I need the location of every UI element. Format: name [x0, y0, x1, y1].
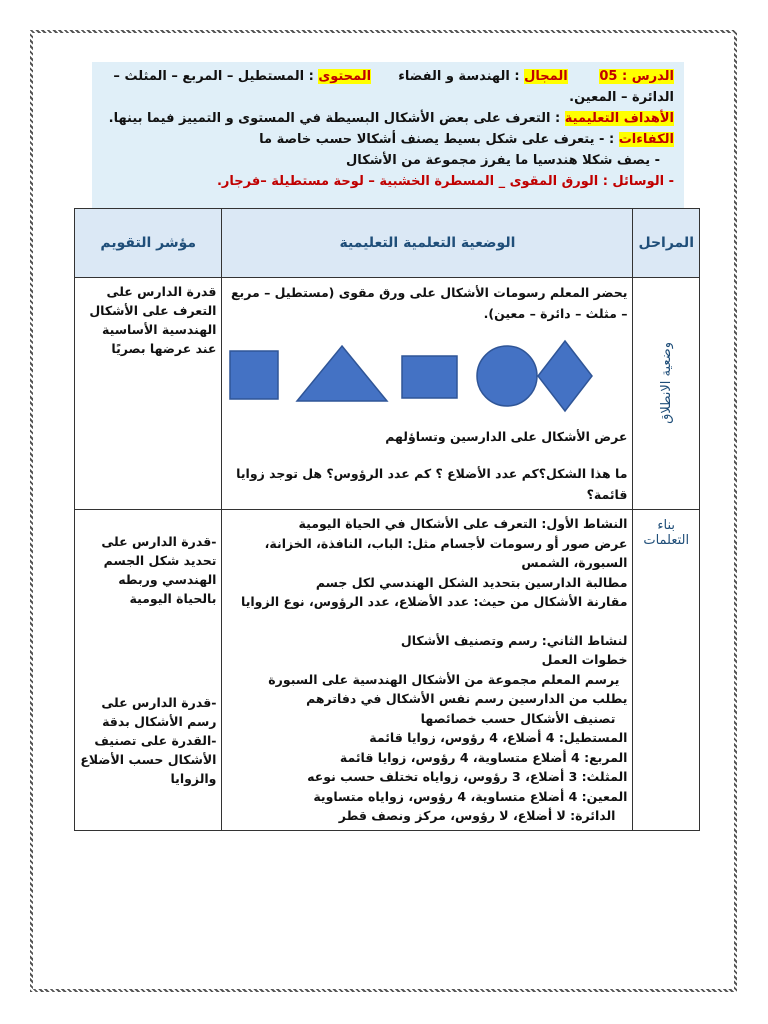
- table-row: [75, 510, 700, 831]
- situation-text-2: عرض الأشكال على الدارسين وتساؤلهم: [385, 429, 628, 444]
- head-situation: الوضعية التعلمية التعليمية: [222, 209, 633, 278]
- rectangle-shape: [402, 356, 457, 398]
- square-shape: [230, 351, 278, 399]
- field-label: المجال: [524, 69, 568, 84]
- situation-cell: [222, 278, 633, 510]
- stage-cell: [633, 510, 700, 831]
- header-line-competencies: [102, 129, 674, 150]
- list-item: لنشاط الثاني: رسم وتصنيف الأشكال: [400, 632, 628, 648]
- spacer: [227, 447, 627, 463]
- competencies-label: الكفاءات: [618, 132, 674, 147]
- content-value: : المستطيل – المربع – المثلث – الدائرة – المعين.: [113, 69, 674, 105]
- list-item: الدائرة: لا أضلاع، لا رؤوس، مركز ونصف قطر: [338, 808, 616, 823]
- triangle-shape: [297, 346, 387, 401]
- eval-text-1: -قدرة الدارس على تحديد شكل الجسم الهندسي وربطه بالحياة اليومية: [101, 534, 217, 606]
- objectives-value: : التعرف على بعض الأشكال البسيطة في المستوى و التمييز فيما بينها.: [108, 111, 561, 126]
- lesson-label: الدرس : 05: [599, 69, 674, 84]
- list-item: المعين: 4 أضلاع متساوية، 4 رؤوس، زواياه متساوية: [313, 788, 628, 804]
- list-item: يطلب من الدارسين رسم نفس الأشكال في دفاترهم: [306, 691, 628, 706]
- objectives-label: الأهداف التعليمية: [564, 111, 674, 126]
- list-item: [227, 612, 627, 631]
- spacer: [80, 514, 216, 532]
- list-item: المثلث: 3 أضلاع، 3 رؤوس، زواياه تختلف حسب نوعه: [307, 769, 628, 784]
- shapes-figure: [227, 336, 627, 416]
- stage-label: وضعية الانطلاق: [658, 342, 674, 424]
- list-item: مطالبة الدارسين بتحديد الشكل الهندسي لكل جسم: [315, 574, 628, 590]
- header-line-1: [102, 66, 674, 108]
- situation-text-1: يحضر المعلم رسومات الأشكال على ورق مقوى (مستطيل – مربع – مثلث – دائرة – معين).: [230, 285, 628, 321]
- competency-2: - يصف شكلا هندسيا ما يفرز مجموعة من الأشكال: [346, 153, 660, 168]
- eval-cell: [75, 510, 222, 831]
- spacer: [80, 608, 216, 693]
- list-item: النشاط الأول: التعرف على الأشكال في الحياة اليومية: [298, 516, 628, 531]
- table-head-row: [75, 209, 700, 278]
- lesson-header: [92, 62, 684, 208]
- header-line-objectives: [102, 108, 674, 129]
- list-item: يرسم المعلم مجموعة من الأشكال الهندسية على السبورة: [268, 671, 620, 687]
- lesson-table: [74, 208, 700, 831]
- eval-text-2: -قدرة الدارس على رسم الأشكال بدقة: [101, 695, 217, 729]
- eval-text-3: -القدرة على تصنيف الأشكال حسب الأضلاع والزوايا: [80, 733, 217, 786]
- situation-cell: [222, 510, 633, 831]
- list-item: المستطيل: 4 أضلاع، 4 رؤوس، زوايا قائمة: [369, 730, 628, 745]
- list-item: المربع: 4 أضلاع متساوية، 4 رؤوس، زوايا قائمة: [339, 749, 628, 765]
- competencies-value: : - يتعرف على شكل بسيط يصنف أشكالا حسب خاصة ما: [259, 132, 615, 147]
- content-label: المحتوى: [318, 69, 372, 84]
- situation-text-3: ما هذا الشكل؟كم عدد الأضلاع ؟ كم عدد الرؤوس؟ هل توجد زوايا قائمة؟: [236, 466, 628, 502]
- stage-cell: [633, 278, 700, 510]
- table-row: [75, 278, 700, 510]
- eval-cell: [75, 278, 222, 510]
- eval-text: قدرة الدارس على التعرف على الأشكال الهندسية الأساسية عند عرضها بصريًا: [89, 284, 217, 356]
- list-item: خطوات العمل: [541, 652, 628, 667]
- head-eval: مؤشر التقويم: [75, 209, 222, 278]
- list-item: عرض صور أو رسومات لأجسام مثل: الباب، النافذة، الخزانة، السبورة، الشمس: [264, 535, 628, 570]
- list-item: تصنيف الأشكال حسب خصائصها: [420, 710, 616, 726]
- circle-shape: [477, 346, 537, 406]
- shapes-svg: [227, 336, 627, 416]
- stage-label: بناء التعلمات: [643, 518, 690, 548]
- means-line: - الوسائل : الورق المقوى _ المسطرة الخشبية – لوحة مستطيلة –فرجار.: [216, 174, 674, 189]
- field-value: : الهندسة و الفضاء: [398, 69, 520, 84]
- list-item: مقارنة الأشكال من حيث: عدد الأضلاع، عدد الرؤوس، نوع الزوايا: [241, 594, 628, 609]
- rhombus-shape: [538, 341, 592, 411]
- head-stages: المراحل: [633, 209, 700, 278]
